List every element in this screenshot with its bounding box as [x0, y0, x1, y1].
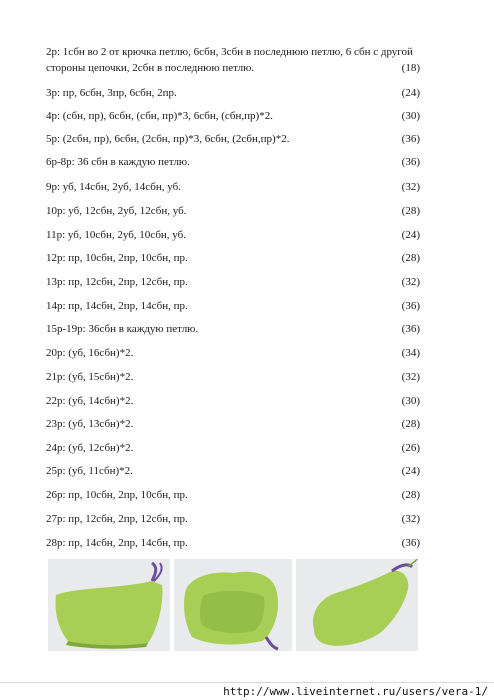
row-instruction	[46, 179, 420, 195]
row-text: 23р: (уб, 13сбн)*2.	[46, 418, 134, 430]
row-count: (30)	[401, 395, 420, 407]
crochet-piece-image	[174, 559, 292, 651]
row-instruction	[46, 416, 420, 432]
row-count: (30)	[401, 110, 420, 122]
row-instruction	[46, 154, 420, 170]
crochet-piece-photo-1	[48, 559, 170, 651]
source-url: http://www.liveinternet.ru/users/vera-1/	[223, 685, 488, 698]
row-count: (36)	[401, 156, 420, 168]
row-count: (28)	[401, 489, 420, 501]
row-count: (32)	[401, 276, 420, 288]
row-count: (32)	[401, 181, 420, 193]
source-url-bar	[0, 682, 494, 700]
row-instruction	[46, 131, 420, 147]
crochet-piece-image	[48, 559, 170, 651]
row-count: (28)	[401, 252, 420, 264]
row-instruction	[46, 274, 420, 290]
row-instruction	[46, 463, 420, 479]
row-text: 22р: (уб, 14сбн)*2.	[46, 395, 134, 407]
row-text: 11р: уб, 10сбн, 2уб, 10сбн, уб.	[46, 229, 187, 241]
row-text: 5р: (2сбн, пр), 6сбн, (2сбн, пр)*3, 6сбн, (2сбн,пр)*2.	[46, 133, 290, 145]
row-text: 9р: уб, 14сбн, 2уб, 14сбн, уб.	[46, 181, 181, 193]
row-count: (24)	[401, 229, 420, 241]
row-count: (36)	[401, 133, 420, 145]
row-instruction	[46, 108, 420, 124]
row-count: (36)	[401, 323, 420, 335]
crochet-piece-photo-3	[296, 559, 418, 651]
row-text: 12р: пр, 10сбн, 2пр, 10сбн, пр.	[46, 252, 188, 264]
row-text: 3р: пр, 6сбн, 3пр, 6сбн, 2пр.	[46, 87, 177, 99]
row-count: (24)	[401, 465, 420, 477]
row-instruction	[46, 393, 420, 409]
row-instruction	[46, 85, 420, 101]
crochet-piece-photo-2	[174, 559, 292, 651]
row-text: 6р-8р: 36 сбн в каждую петлю.	[46, 156, 190, 168]
row-instruction	[46, 321, 420, 337]
row-instruction	[46, 487, 420, 503]
row-2-instruction	[46, 44, 446, 76]
row-text: 26р: пр, 10сбн, 2пр, 10сбн, пр.	[46, 489, 188, 501]
row-text: 20р: (уб, 16сбн)*2.	[46, 347, 134, 359]
row-text: 10р: уб, 12сбн, 2уб, 12сбн, уб.	[46, 205, 187, 217]
row-count: (26)	[401, 442, 420, 454]
row-instruction	[46, 535, 420, 551]
row-text: 13р: пр, 12сбн, 2пр, 12сбн, пр.	[46, 276, 188, 288]
row-instruction	[46, 369, 420, 385]
row-2-text: 2р: 1сбн во 2 от крючка петлю, 6сбн, 3сбн в последнюю петлю, 6 сбн с другой стороны цепочки, 2сбн в последнюю петлю.	[46, 46, 413, 74]
row-instruction	[46, 440, 420, 456]
row-instruction	[46, 345, 420, 361]
row-2-count: (18)	[401, 62, 420, 74]
crochet-piece-image	[296, 559, 418, 651]
row-count: (34)	[401, 347, 420, 359]
row-count: (28)	[401, 418, 420, 430]
row-instruction	[46, 203, 420, 219]
row-count: (28)	[401, 205, 420, 217]
row-text: 4р: (сбн, пр), 6сбн, (сбн, пр)*3, 6сбн, (сбн,пр)*2.	[46, 110, 273, 122]
row-text: 28р: пр, 14сбн, 2пр, 14сбн, пр.	[46, 537, 188, 549]
row-instruction	[46, 298, 420, 314]
row-text: 27р: пр, 12сбн, 2пр, 12сбн, пр.	[46, 513, 188, 525]
row-instruction	[46, 511, 420, 527]
row-text: 25р: (уб, 11сбн)*2.	[46, 465, 133, 477]
row-instruction	[46, 250, 420, 266]
row-count: (32)	[401, 371, 420, 383]
row-count: (24)	[401, 87, 420, 99]
row-count: (36)	[401, 537, 420, 549]
row-text: 24р: (уб, 12сбн)*2.	[46, 442, 134, 454]
row-count: (36)	[401, 300, 420, 312]
row-text: 15р-19р: 36сбн в каждую петлю.	[46, 323, 199, 335]
row-text: 14р: пр, 14сбн, 2пр, 14сбн, пр.	[46, 300, 188, 312]
row-text: 21р: (уб, 15сбн)*2.	[46, 371, 134, 383]
row-instruction	[46, 227, 420, 243]
row-count: (32)	[401, 513, 420, 525]
